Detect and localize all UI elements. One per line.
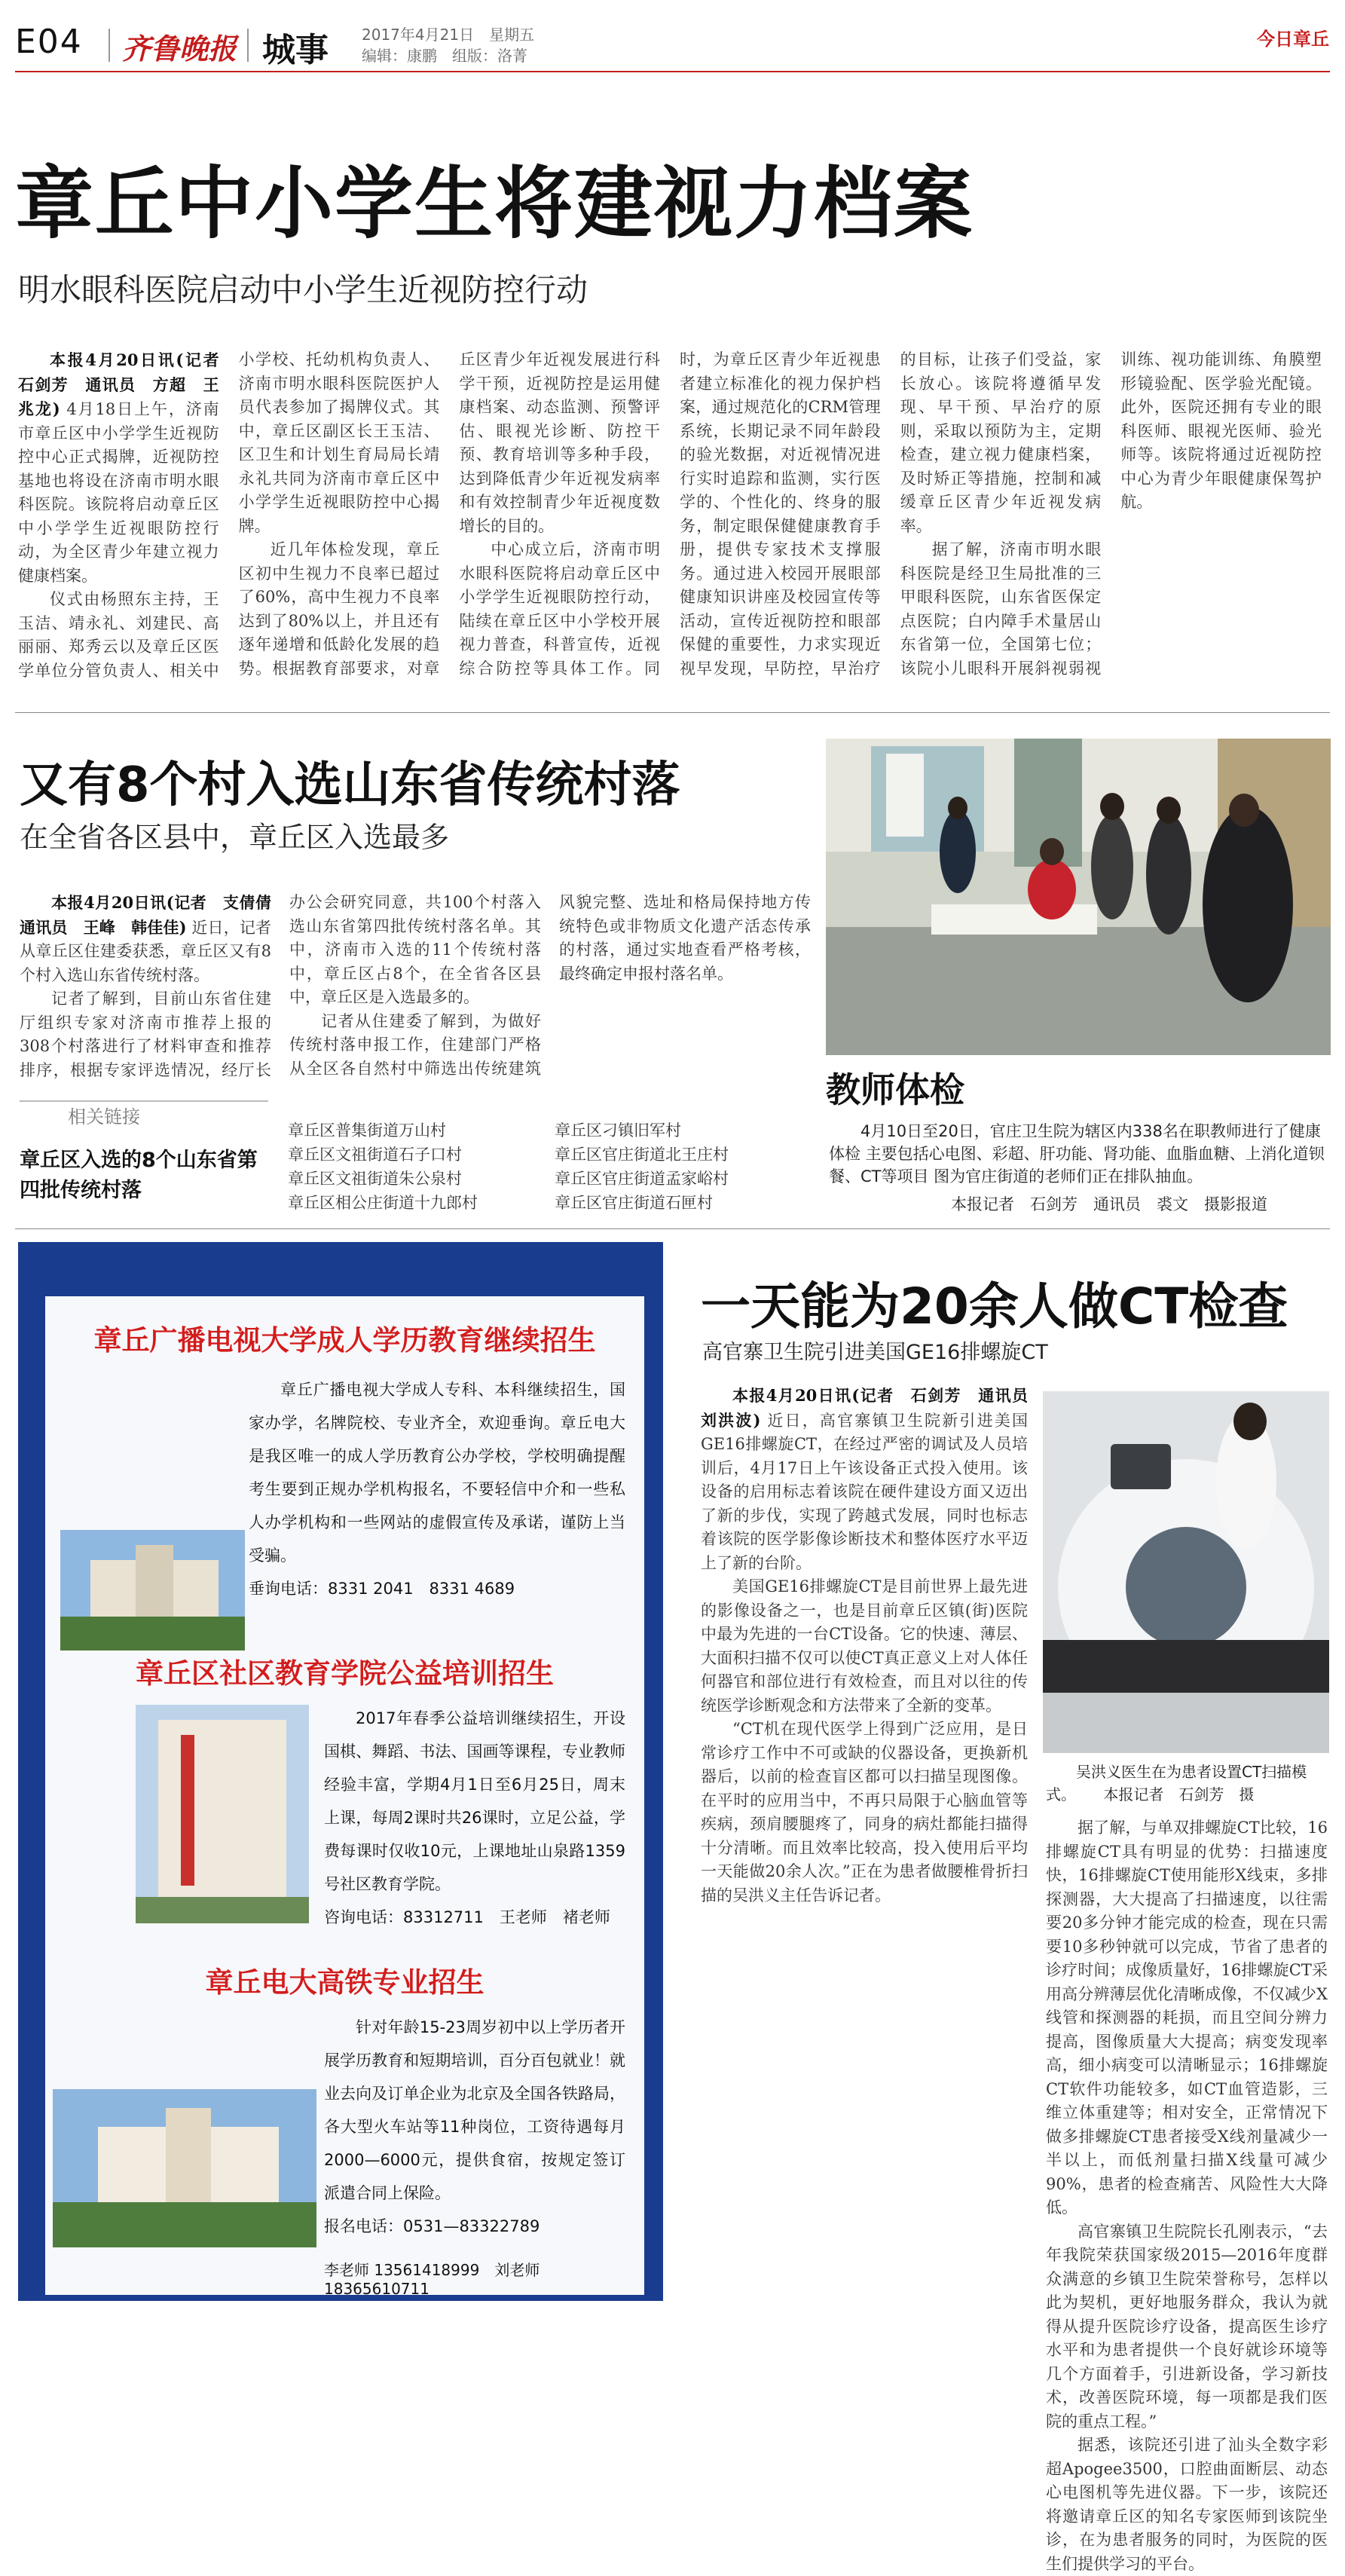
- story2-para: 记者从住建委了解到，为做好传统村落申报工作，住建部门严格从全区各自然村中筛选出传统建筑风貌完整、选址和格局保持地方传统特色或非物质文化遗产活态传承的村落，通过实地查看严格考核，最终确定申报村落名单。: [289, 893, 811, 1078]
- ad-title-1: 章丘广播电视大学成人学历教育继续招生: [93, 1324, 596, 1357]
- railway-school-photo: [53, 2089, 316, 2247]
- story3-para: 据悉，该院还引进了汕头全数字彩超Apogee3500，口腔曲面断层、动态心电图机等先进仪器。下一步，该院还将邀请章丘区的知名专家医师到该院坐诊，在为患者服务的同时，为医院的医生们提供学习的平台。: [1046, 2436, 1328, 2573]
- ad-body-1: [249, 1373, 625, 1605]
- story3-para: “CT机在现代医学上得到广泛应用，是日常诊疗工作中不可或缺的仪器设备，更换新机器后，以前的检查盲区都可以扫描呈现图像。在平时的应用当中，不再只局限于心脑血管等疾病，颈肩腰腿疼了，同身的病灶都能扫描得十分清晰。而且效率比较高，投入使用后平均一天能做20余人次。”正在为患者做腰椎骨折扫描的吴洪义主任告诉记者。: [701, 1720, 1028, 1904]
- story1-lead: 本报4月20日讯(记者 石剑芳 通讯员 方超 王兆龙): [18, 350, 235, 418]
- ad-title-3: 章丘电大高铁专业招生: [205, 1966, 485, 1999]
- ad-body-2: [324, 1702, 625, 1934]
- photo2-caption-text: 吴洪义医生在为患者设置CT扫描模式。: [1046, 1763, 1307, 1804]
- masthead-divider-2: [247, 29, 249, 62]
- story1-para: 据了解，济南市明水眼科医院是经卫生局批准的三甲眼科医院，山东省医保定点医院；白内障手术量居山东省第一位，全国第七位；该院小儿眼科开展斜视弱视训练、视功能训练、角膜塑形镜验配、医学验光配镜。此外，医院还拥有专业的眼科医师、眼视光医师、验光师等。该院将通过近视防控中心为青少年眼健康保驾护航。: [900, 350, 1322, 678]
- ad-phone-1: 垂询电话：8331 2041 8331 4689: [249, 1580, 515, 1598]
- story1-para: 近几年体检发现，章丘区初中生视力不良率已超过了60%，高中生视力不良率达到了80%以上，并且还有逐年递增和低龄化发展的趋势。根据教育部要求，对章丘区青少年近视发展进行科学干预，近视防控是运用健康档案、动态监测、预警评估、眼视光诊断、防控干预、教育培训等多种手段，达到降低青少年近视发病率和有效控制青少年近视度数增长的目的。: [238, 350, 660, 678]
- photo2-credit: 本报记者 石剑芳 摄: [1103, 1785, 1255, 1804]
- story3-para: 高官寨镇卫生院院长孔刚表示，“去年我院荣获国家级2015—2016年度群众满意的乡镇卫生院荣誉称号，怎样以此为契机，更好地服务群众，我认为就得从提升医院诊疗设备，提高医生诊疗水平和为患者提供一个良好就诊环境等几个方面着手，引进新设备，学习新技术，改善医院环境，每一项都是我们医院的重点工程。”: [1046, 2222, 1328, 2431]
- mid-rule: [15, 1228, 1330, 1229]
- photo1-title: 教师体检: [826, 1069, 964, 1110]
- ad-phone-3: 报名电话：0531—83322789: [324, 2217, 540, 2235]
- ad-phone-2: 咨询电话：83312711 王老师 褚老师: [324, 1908, 610, 1926]
- village-item: 章丘区官庄街道北王庄村: [555, 1146, 729, 1164]
- village-item: 章丘区官庄街道孟家峪村: [555, 1170, 729, 1188]
- village-item: 章丘区官庄街道石匣村: [555, 1194, 713, 1212]
- photo1-caption-text: 4月10日至20日，官庄卫生院为辖区内338名在职教师进行了健康体检 主要包括心电图、彩超、肝功能、肾功能、血脂血糖、上消化道钡餐、CT等项目 图为官庄街道的老师们正在排队抽血。: [829, 1122, 1325, 1186]
- story3-subheadline: 高官寨卫生院引进美国GE16排螺旋CT: [702, 1341, 1048, 1364]
- story1-body: [18, 348, 1322, 695]
- story3-lead: 本报4月20日讯(记者 石剑芳 通讯员 刘洪波): [701, 1386, 1044, 1430]
- ad-body-3: [324, 2011, 625, 2243]
- story2-body: [20, 891, 811, 1087]
- ad-body-3-text: 针对年龄15-23周岁初中以上学历者开展学历教育和短期培训，百分百包就业！就业去向及订单企业为北京及全国各铁路局，各大型火车站等11种岗位，工资待遇每月2000—6000元，提供食宿，按规定签订派遣合同上保险。: [324, 2018, 625, 2202]
- ad-body-2-text: 2017年春季公益培训继续招生，开设国棋、舞蹈、书法、国画等课程，专业教师经验丰富，学期4月1日至6月25日，周末上课，每周2课时共26课时，立足公益，学费每课时仅收10元，上课地址山泉路1359号社区教育学院。: [324, 1709, 625, 1893]
- ad-body-1-text: 章丘广播电视大学成人专科、本科继续招生，国家办学，名牌院校、专业齐全，欢迎垂询。章丘电大是我区唯一的成人学历教育公办学校，学校明确提醒考生要到正规办学机构报名，不要轻信中介和一些私人办学机构和一些网站的虚假宣传及承诺，谨防上当受骗。: [249, 1381, 625, 1565]
- story1-subheadline: 明水眼科医院启动中小学生近视防控行动: [18, 271, 588, 308]
- teacher-checkup-photo: [826, 739, 1331, 1055]
- ad-title-2: 章丘区社区教育学院公益培训招生: [136, 1657, 554, 1690]
- story1-bottom-rule: [15, 712, 1330, 713]
- issue-date: 2017年4月21日 星期五: [362, 26, 535, 44]
- village-item: 章丘区文祖街道朱公泉村: [288, 1170, 462, 1188]
- story1-para: 仪式由杨照东主持，王玉洁、靖永礼、刘建民、高丽丽、郑秀云以及章丘区医学单位分管负责人、相关中小学校、托幼机构负责人、济南市明水眼科医院医护人员代表参加了揭牌仪式。其中，章丘区副区长王玉洁、区卫生和计划生育局局长靖永礼共同为济南市章丘区中小学学生近视眼防控中心揭牌。: [18, 350, 440, 680]
- story1-headline: 章丘中小学生将建视力档案: [15, 158, 974, 249]
- page-number: E04: [15, 23, 83, 61]
- related-title: 章丘区入选的8个山东省第四批传统村落: [20, 1149, 258, 1202]
- photo2-caption: [1046, 1761, 1326, 1806]
- village-item: 章丘区相公庄街道十九郎村: [288, 1194, 478, 1212]
- story3-body-a: [701, 1384, 1044, 2288]
- community-college-photo: [136, 1705, 309, 1923]
- story1-para: 中心成立后，济南市明水眼科医院将启动章丘区中小学学生近视眼防控行动，陆续在章丘区中小学校开展视力普查，科普宣传，近视综合防控等具体工作。同时，为章丘区青少年近视患者建立标准化的视力保护档案，通过规范化的CRM管理系统，长期记录不同年龄段的验光数据，对近视情况进行实时追踪和监测，实行医学的、个性化的、终身的服务，制定眼保健健康教育手册，提供专家技术支撑服务。通过进入校园开展眼部健康知识讲座及校园宣传等活动，宣传近视防控和眼部保健的重要性，力求实现近视早发现，早防控，早治疗的目标，让孩子们受益，家长放心。该院将遵循早发现、早干预、早治疗的原则，采取以预防为主，定期检查，建立视力健康档案，及时矫正等措施，控制和减缓章丘区青少年近视发病率。: [459, 350, 1102, 678]
- paper-logo: 齐鲁晚报: [122, 32, 237, 66]
- story3-para: 美国GE16排螺旋CT是目前世界上最先进的影像设备之一，也是目前章丘区镇(街)医院中最为先进的一台CT设备。它的快速、薄层、大面积扫描不仅可以使CT真正意义上对人体任何器官和部位进行有效检查，而且对以往的传统医学诊断观念和方法带来了全新的变革。: [701, 1577, 1028, 1715]
- village-list-a: [288, 1118, 514, 1215]
- village-item: 章丘区普集街道万山村: [288, 1121, 446, 1140]
- story2-para: 记者了解到，目前山东省住建厅组织专家对济南市推荐上报的308个村落进行了材料审查和推荐排序，根据专家评选情况，经厅长办公会研究同意，共100个村落入选山东省第四批传统村落名单。其中，济南市入选的11个传统村落中，章丘区占8个，在全省各区县中，章丘区是入选最多的。: [20, 893, 541, 1079]
- village-item: 章丘区文祖街道石子口村: [288, 1146, 462, 1164]
- edition-name: 今日章丘: [1257, 29, 1329, 50]
- related-label: 相关链接: [60, 1102, 148, 1128]
- story2-subheadline: 在全省各区县中，章丘区入选最多: [20, 821, 450, 854]
- village-item: 章丘区刁镇旧军村: [555, 1121, 681, 1140]
- story2-para: 近日，记者从章丘区住建委获悉，章丘区又有8个村入选山东省传统村落。: [20, 918, 272, 984]
- ct-scanner-photo: [1043, 1391, 1329, 1753]
- photo1-credit: 本报记者 石剑芳 通讯员 裘文 摄影报道: [951, 1195, 1267, 1213]
- story3-para: 据了解，与单双排螺旋CT比较，16排螺旋CT具有明显的优势：扫描速度快，16排螺旋CT使用能形X线束，多排探测器，大大提高了扫描速度，以往需要20多分钟才能完成的检查，现在只需要10多秒钟就可以完成，节省了患者的诊疗时间；成像质量好，16排螺旋CT采用高分辨薄层优化清晰成像，不仅减少X线管和探测器的耗损，而且空间分辨力提高，图像质量大大提高；病变发现率高，细小病变可以清晰显示；16排螺旋CT软件功能较多，如CT血管造影，三维立体重建等；相对安全，正常情况下做多排螺旋CT患者接受X线剂量减少一半以上，而低剂量扫描X线量可减少90%，患者的检查痛苦、风险性大大降低。: [1046, 1819, 1328, 2217]
- section-name: 城事: [262, 31, 329, 69]
- village-list-b: [555, 1118, 781, 1215]
- masthead-rule: [15, 71, 1330, 72]
- story3-para: 近日，高官寨镇卫生院新引进美国GE16排螺旋CT，在经过严密的调试及人员培训后，4月17日上午该设备正式投入使用。该设备的启用标志着该院在硬件建设方面又迈出了新的步伐，实现了跨越式发展，同时也标志着该院的医学影像诊断技术和整体医疗水平迈上了新的台阶。: [701, 1411, 1028, 1572]
- tvu-campus-photo: [60, 1530, 245, 1651]
- story3-body-b: [1046, 1816, 1328, 2573]
- story1-para: 4月18日上午，济南市章丘区中小学学生近视防控中心正式揭牌，近视防控基地也将设在济南市明水眼科医院。该院将启动章丘区中小学学生近视眼防控行动，为全区青少年建立视力健康档案。: [18, 400, 219, 585]
- story3-headline: 一天能为20余人做CT检查: [701, 1277, 1288, 1335]
- ad-contacts-3: 李老师 13561418999 刘老师 18365610711: [324, 2261, 540, 2298]
- story2-headline: 又有8个村入选山东省传统村落: [20, 757, 680, 813]
- story2-lead: 本报4月20日讯(记者 支倩倩 通讯员 王峰 韩佳佳): [20, 893, 287, 937]
- masthead-divider: [109, 29, 110, 62]
- photo1-caption: [829, 1120, 1331, 1188]
- editors-line: 编辑：康鹏 组版：洛菁: [362, 47, 527, 65]
